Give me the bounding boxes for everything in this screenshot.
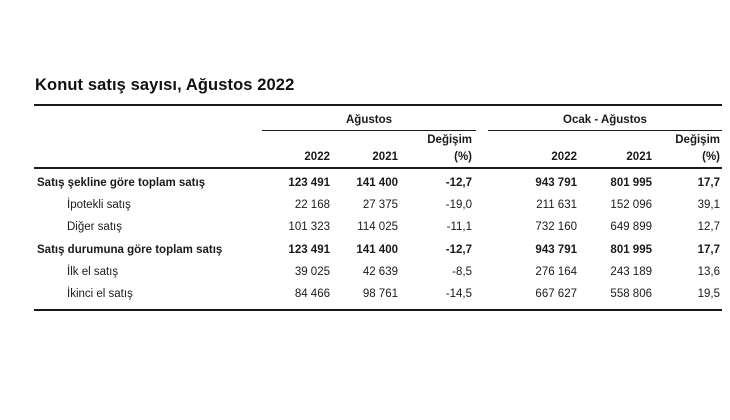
cell-ytd-change: 13,6 <box>697 266 720 278</box>
cell-ytd-change: 17,7 <box>697 177 720 189</box>
cell-ytd-change: 17,7 <box>697 244 720 256</box>
cell-ytd-2022: 732 160 <box>535 221 577 233</box>
row-label: Diğer satış <box>67 221 122 233</box>
cell-aug-change: -14,5 <box>445 288 472 300</box>
cell-aug-change: -8,5 <box>452 266 472 278</box>
cell-aug-2021: 98 761 <box>362 288 398 300</box>
row-label: İkinci el satış <box>67 288 133 300</box>
cell-ytd-2021: 152 096 <box>610 199 652 211</box>
cell-aug-change: -19,0 <box>445 199 472 211</box>
cell-aug-change: -12,7 <box>445 177 472 189</box>
cell-aug-2022: 123 491 <box>288 244 330 256</box>
cell-aug-2022: 101 323 <box>288 221 330 233</box>
cell-ytd-2021: 243 189 <box>610 266 652 278</box>
table-title: Konut satış sayısı, Ağustos 2022 <box>35 76 295 94</box>
cell-ytd-2022: 276 164 <box>535 266 577 278</box>
cell-ytd-change: 12,7 <box>697 221 720 233</box>
top-rule <box>34 104 722 106</box>
header-change-ytd: Değişim <box>675 134 720 146</box>
cell-aug-2022: 84 466 <box>294 288 330 300</box>
group-underline-jan-aug <box>488 130 722 131</box>
row-label: Satış şekline göre toplam satış <box>37 177 206 189</box>
header-change-unit-ytd: (%) <box>702 151 720 163</box>
row-label: İlk el satış <box>67 266 119 278</box>
header-ytd-2021: 2021 <box>626 151 652 163</box>
group-header-jan-aug: Ocak - Ağustos <box>563 114 647 126</box>
cell-ytd-2021: 649 899 <box>610 221 652 233</box>
cell-aug-2022: 123 491 <box>288 177 330 189</box>
cell-aug-2022: 22 168 <box>294 199 330 211</box>
cell-ytd-2022: 943 791 <box>535 244 577 256</box>
header-change-aug: Değişim <box>427 134 472 146</box>
cell-aug-2021: 42 639 <box>362 266 398 278</box>
cell-aug-2021: 27 375 <box>362 199 398 211</box>
cell-ytd-change: 39,1 <box>697 199 720 211</box>
cell-ytd-2021: 801 995 <box>610 177 652 189</box>
group-header-august: Ağustos <box>346 114 392 126</box>
header-rule <box>34 167 722 169</box>
bottom-rule <box>34 309 722 311</box>
cell-aug-2021: 141 400 <box>356 177 398 189</box>
cell-ytd-2021: 801 995 <box>610 244 652 256</box>
cell-aug-2021: 114 025 <box>357 221 398 233</box>
header-ytd-2022: 2022 <box>551 151 577 163</box>
cell-aug-change: -12,7 <box>445 244 472 256</box>
header-change-unit-aug: (%) <box>454 151 472 163</box>
cell-aug-2022: 39 025 <box>294 266 330 278</box>
row-label: İpotekli satış <box>67 199 131 211</box>
header-aug-2021: 2021 <box>372 151 398 163</box>
cell-ytd-2022: 667 627 <box>535 288 577 300</box>
cell-aug-2021: 141 400 <box>356 244 398 256</box>
cell-ytd-change: 19,5 <box>697 288 720 300</box>
header-aug-2022: 2022 <box>304 151 330 163</box>
cell-aug-change: -11,1 <box>446 221 472 233</box>
cell-ytd-2021: 558 806 <box>610 288 652 300</box>
cell-ytd-2022: 211 631 <box>536 199 577 211</box>
row-label: Satış durumuna göre toplam satış <box>37 244 223 256</box>
cell-ytd-2022: 943 791 <box>535 177 577 189</box>
group-underline-august <box>262 130 476 131</box>
